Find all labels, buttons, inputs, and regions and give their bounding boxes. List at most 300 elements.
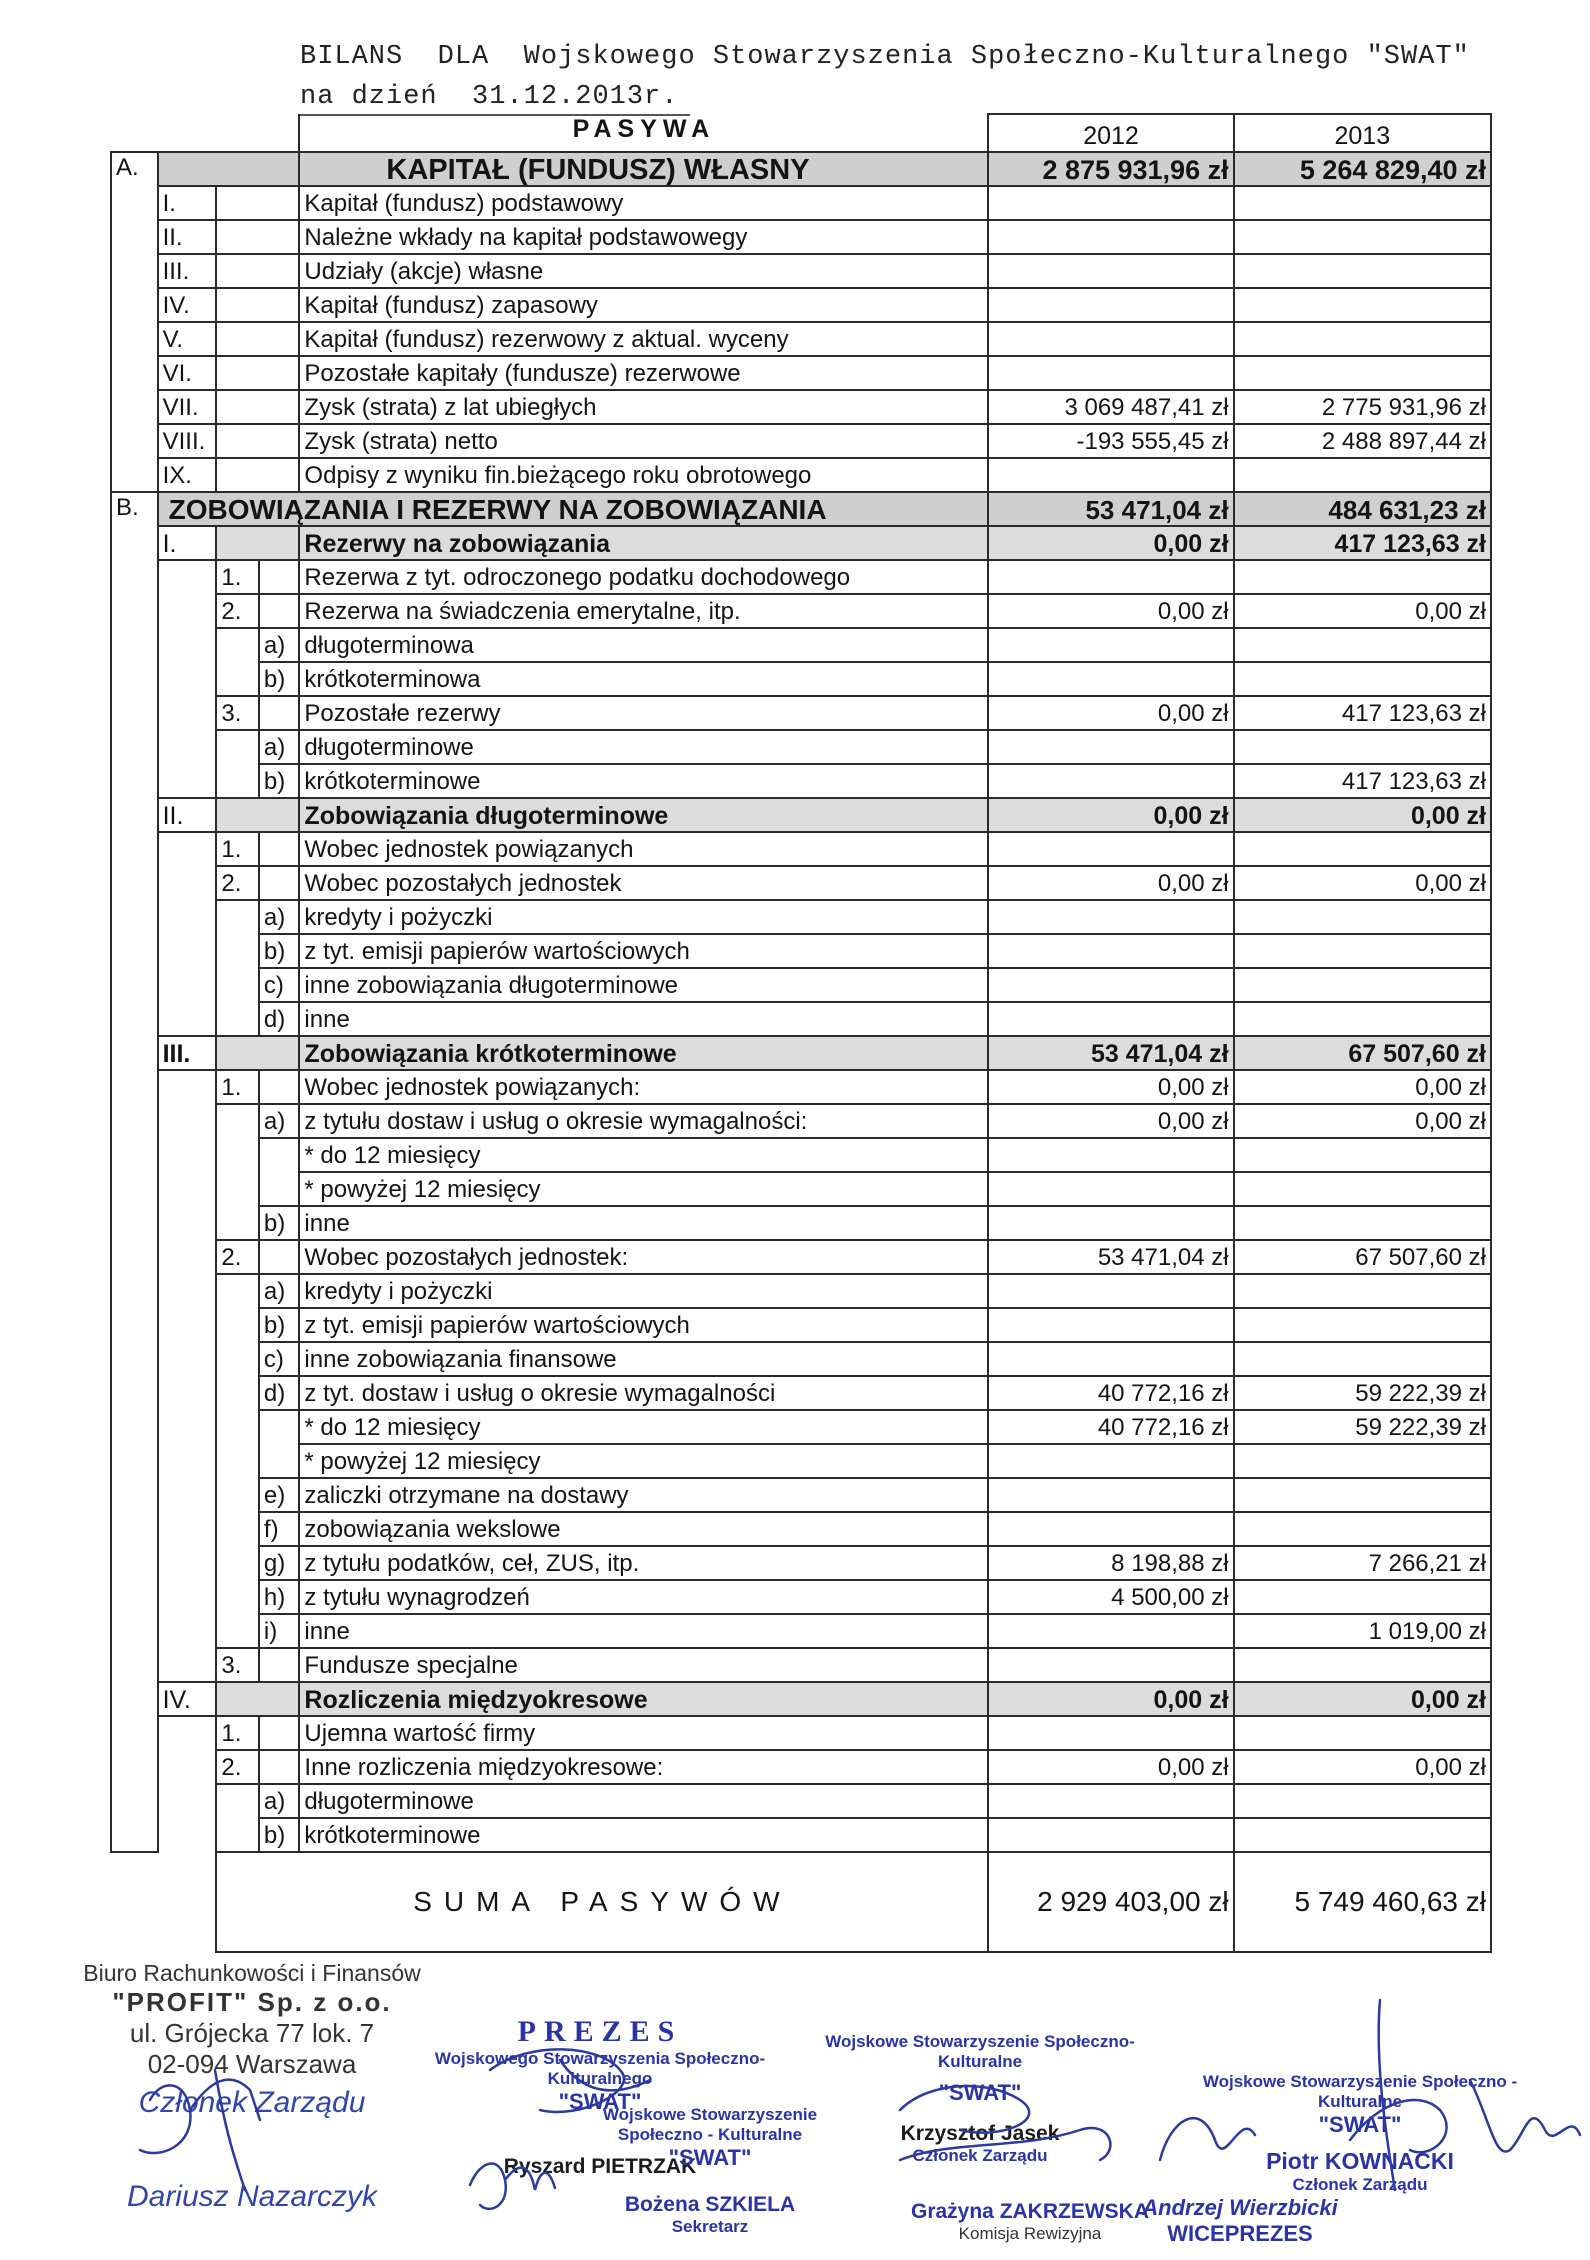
row-label: kredyty i pożyczki (299, 900, 988, 934)
row-label: Zobowiązania krótkoterminowe (299, 1036, 988, 1070)
row-letter: f) (259, 1512, 300, 1546)
value-2013: 417 123,63 zł (1234, 764, 1491, 798)
value-2012 (988, 1444, 1233, 1478)
row-number: 1. (216, 1070, 259, 1104)
table-row (111, 186, 1491, 220)
row-indent-2 (216, 1818, 259, 1852)
section-mark: B. (111, 492, 158, 1852)
czlonek-org-short: "SWAT" (938, 2080, 1022, 2105)
row-indent-3 (259, 1138, 300, 1172)
row-letter: c) (259, 968, 300, 1002)
value-2012 (988, 1512, 1233, 1546)
value-2012 (988, 458, 1233, 492)
value-2013 (1234, 1580, 1491, 1614)
row-gap (259, 1240, 300, 1274)
row-gap (216, 356, 299, 390)
row-indent-2 (216, 1138, 259, 1172)
table-row (111, 1444, 1491, 1478)
row-indent (158, 968, 217, 1002)
table-row (111, 1342, 1491, 1376)
row-label: Zobowiązania długoterminowe (299, 798, 988, 832)
row-indent (158, 1716, 217, 1750)
row-indent (158, 1512, 217, 1546)
office-city: 02-094 Warszawa (147, 2049, 357, 2079)
row-indent-2 (216, 730, 259, 764)
row-indent (158, 662, 217, 696)
value-2013 (1234, 968, 1491, 1002)
table-row (111, 900, 1491, 934)
table-row (111, 1308, 1491, 1342)
row-indent (158, 1308, 217, 1342)
value-2012: 53 471,04 zł (988, 1240, 1233, 1274)
row-indent-2 (216, 628, 259, 662)
wiceprezes-role: WICEPREZES (1167, 2221, 1313, 2246)
row-indent (158, 764, 217, 798)
row-label: Wobec pozostałych jednostek: (299, 1240, 988, 1274)
sekretarz-org: Wojskowe Stowarzyszenie Społeczno - Kulturalne (602, 2105, 818, 2144)
value-2012 (988, 220, 1233, 254)
row-letter: b) (259, 1818, 300, 1852)
row-label: Kapitał (fundusz) zapasowy (299, 288, 988, 322)
value-2013: 59 222,39 zł (1234, 1376, 1491, 1410)
table-row (111, 1070, 1491, 1104)
row-label: Ujemna wartość firmy (299, 1716, 988, 1750)
row-indent-2 (216, 1410, 259, 1444)
table-row (111, 288, 1491, 322)
row-indent-2 (216, 764, 259, 798)
row-indent-2 (216, 1002, 259, 1036)
row-label: * powyżej 12 miesięcy (299, 1444, 988, 1478)
row-label: długoterminowa (299, 628, 988, 662)
value-2012: 0,00 zł (988, 1682, 1233, 1716)
value-2012: 40 772,16 zł (988, 1376, 1233, 1410)
value-2012 (988, 968, 1233, 1002)
row-indent (158, 900, 217, 934)
row-indent-2 (216, 662, 259, 696)
value-2012 (988, 1172, 1233, 1206)
row-label: * powyżej 12 miesięcy (299, 1172, 988, 1206)
row-letter: i) (259, 1614, 300, 1648)
value-2013: 0,00 zł (1234, 1104, 1491, 1138)
row-indent-2 (216, 1104, 259, 1138)
row-label: Zysk (strata) netto (299, 424, 988, 458)
row-label: z tytułu podatków, ceł, ZUS, itp. (299, 1546, 988, 1580)
kownacki-org-short: "SWAT" (1318, 2112, 1402, 2137)
table-row (111, 254, 1491, 288)
row-indent (158, 1546, 217, 1580)
row-label: Pozostałe kapitały (fundusze) rezerwowe (299, 356, 988, 390)
value-2013 (1234, 628, 1491, 662)
value-2012 (988, 1206, 1233, 1240)
row-indent (158, 832, 217, 866)
row-gap (216, 1036, 299, 1070)
table-row (111, 560, 1491, 594)
row-indent-2 (216, 1342, 259, 1376)
total-label: SUMA PASYWÓW (216, 1852, 988, 1952)
row-label: Rezerwa z tyt. odroczonego podatku dochodowego (299, 560, 988, 594)
row-roman: IV. (158, 288, 217, 322)
row-indent-2 (216, 1580, 259, 1614)
value-2012: 0,00 zł (988, 798, 1233, 832)
kownacki-org: Wojskowe Stowarzyszenie Społeczno - Kulturalne (1202, 2072, 1518, 2111)
balance-header-date: na dzień 31.12.2013r. (300, 82, 679, 112)
row-roman: VI. (158, 356, 217, 390)
value-2012 (988, 764, 1233, 798)
value-2013 (1234, 1002, 1491, 1036)
row-indent-2 (216, 1376, 259, 1410)
table-row (111, 798, 1491, 832)
row-label: krótkoterminowe (299, 764, 988, 798)
row-letter: d) (259, 1002, 300, 1036)
row-letter: b) (259, 1206, 300, 1240)
row-indent-2 (216, 1478, 259, 1512)
table-row (111, 1546, 1491, 1580)
value-2013: 484 631,23 zł (1234, 492, 1491, 526)
table-row (111, 730, 1491, 764)
table-header-row (111, 114, 1491, 152)
row-indent-2 (216, 1784, 259, 1818)
row-letter: a) (259, 730, 300, 764)
row-label: z tyt. emisji papierów wartościowych (299, 1308, 988, 1342)
row-label: zaliczki otrzymane na dostawy (299, 1478, 988, 1512)
row-indent (158, 1376, 217, 1410)
office-company: "PROFIT" Sp. z o.o. (112, 1987, 392, 2017)
value-2013 (1234, 356, 1491, 390)
row-indent (158, 1240, 217, 1274)
table-row (111, 1138, 1491, 1172)
table-row (111, 1036, 1491, 1070)
row-gap (259, 1716, 300, 1750)
row-label: Zysk (strata) z lat ubiegłych (299, 390, 988, 424)
value-2012 (988, 1648, 1233, 1682)
value-2012: 0,00 zł (988, 1104, 1233, 1138)
table-row (111, 968, 1491, 1002)
value-2013 (1234, 1478, 1491, 1512)
value-2012 (988, 1342, 1233, 1376)
value-2013: 5 264 829,40 zł (1234, 152, 1491, 186)
office-name: Biuro Rachunkowości i Finansów (83, 1960, 421, 1986)
row-indent (158, 1478, 217, 1512)
row-indent (158, 1614, 217, 1648)
row-label: Należne wkłady na kapitał podstawowegy (299, 220, 988, 254)
row-roman: V. (158, 322, 217, 356)
row-label: inne (299, 1206, 988, 1240)
value-2013 (1234, 1512, 1491, 1546)
value-2012 (988, 900, 1233, 934)
value-2013 (1234, 730, 1491, 764)
value-2013 (1234, 1308, 1491, 1342)
row-gap (216, 220, 299, 254)
value-2013: 67 507,60 zł (1234, 1240, 1491, 1274)
row-indent (158, 1274, 217, 1308)
row-indent (158, 594, 217, 628)
table-title: PASYWA (299, 114, 988, 152)
row-indent-3 (259, 1410, 300, 1444)
row-indent (158, 1342, 217, 1376)
row-indent (158, 1750, 217, 1784)
year-2013-header: 2013 (1234, 114, 1491, 152)
kownacki-name: Piotr KOWNACKI (1266, 2148, 1454, 2174)
czlonek-org: Wojskowe Stowarzyszenie Społeczno-Kulturalne (825, 2032, 1135, 2071)
value-2012 (988, 1138, 1233, 1172)
table-row (111, 1274, 1491, 1308)
row-indent (158, 1002, 217, 1036)
row-indent-2 (216, 1308, 259, 1342)
czlonek-name: Krzysztof Jasek (900, 2122, 1060, 2145)
row-indent (158, 628, 217, 662)
value-2012: 0,00 zł (988, 1070, 1233, 1104)
value-2012: 40 772,16 zł (988, 1410, 1233, 1444)
row-label: Inne rozliczenia międzyokresowe: (299, 1750, 988, 1784)
signature-wierzbicki (1160, 2118, 1255, 2160)
row-gap (216, 458, 299, 492)
value-2013: 7 266,21 zł (1234, 1546, 1491, 1580)
row-gap (216, 288, 299, 322)
value-2013 (1234, 1648, 1491, 1682)
row-indent (158, 730, 217, 764)
value-2013 (1234, 1138, 1491, 1172)
row-label: Pozostałe rezerwy (299, 696, 988, 730)
row-letter: a) (259, 628, 300, 662)
value-2013 (1234, 322, 1491, 356)
row-indent-3 (259, 1444, 300, 1478)
row-indent (158, 1172, 217, 1206)
sekretarz-name: Bożena SZKIELA (624, 2193, 796, 2216)
row-indent-2 (216, 1512, 259, 1546)
row-gap (259, 696, 300, 730)
row-letter: c) (259, 1342, 300, 1376)
table-row (111, 492, 1491, 526)
value-2012 (988, 832, 1233, 866)
row-gap (216, 526, 299, 560)
row-roman: I. (158, 186, 217, 220)
row-label: krótkoterminowe (299, 1818, 988, 1852)
row-number: 2. (216, 866, 259, 900)
row-roman: II. (158, 798, 217, 832)
row-label: z tyt. dostaw i usług o okresie wymagalności (299, 1376, 988, 1410)
czlonek-role: Członek Zarządu (912, 2146, 1048, 2165)
row-gap (259, 832, 300, 866)
row-indent (158, 1580, 217, 1614)
row-letter: b) (259, 764, 300, 798)
kownacki-role: Członek Zarządu (1292, 2175, 1428, 2194)
signature-jasek (900, 2086, 1110, 2160)
row-roman: VIII. (158, 424, 217, 458)
komisja-role: Komisja Rewizyjna (958, 2224, 1102, 2243)
value-2013 (1234, 254, 1491, 288)
row-number: 1. (216, 1716, 259, 1750)
sekretarz-role: Sekretarz (671, 2217, 749, 2236)
value-2013 (1234, 934, 1491, 968)
signature-kownacki (1350, 2000, 1447, 2190)
value-2013 (1234, 900, 1491, 934)
value-2013 (1234, 1784, 1491, 1818)
row-roman: III. (158, 254, 217, 288)
value-2013 (1234, 1342, 1491, 1376)
row-label: Wobec jednostek powiązanych: (299, 1070, 988, 1104)
table-row (111, 1002, 1491, 1036)
row-gap (216, 254, 299, 288)
row-indent-2 (216, 1444, 259, 1478)
row-label: Wobec jednostek powiązanych (299, 832, 988, 866)
value-2013: 2 775 931,96 zł (1234, 390, 1491, 424)
row-letter: a) (259, 900, 300, 934)
table-row (111, 1512, 1491, 1546)
row-gap (216, 322, 299, 356)
row-indent (158, 1138, 217, 1172)
table-row (111, 1682, 1491, 1716)
value-2012 (988, 628, 1233, 662)
row-indent (158, 1648, 217, 1682)
row-label: Kapitał (fundusz) rezerwowy z aktual. wyceny (299, 322, 988, 356)
row-indent-2 (216, 1206, 259, 1240)
row-indent (158, 1206, 217, 1240)
value-2012: 8 198,88 zł (988, 1546, 1233, 1580)
wiceprezes-name: Andrzej Wierzbicki (1142, 2195, 1338, 2220)
value-2013 (1234, 1716, 1491, 1750)
section-mark: A. (111, 152, 158, 492)
section-title: ZOBOWIĄZANIA I REZERWY NA ZOBOWIĄZANIA (158, 492, 989, 526)
office-signer-name: Dariusz Nazarczyk (126, 2180, 378, 2213)
office-role: Członek Zarządu (138, 2086, 366, 2119)
table-row (111, 322, 1491, 356)
value-2012: 53 471,04 zł (988, 492, 1233, 526)
table-row (111, 458, 1491, 492)
table-row (111, 1648, 1491, 1682)
row-gap (259, 560, 300, 594)
section-gap (158, 152, 300, 186)
table-row (111, 1818, 1491, 1852)
value-2012 (988, 1818, 1233, 1852)
row-label: * do 12 miesięcy (299, 1138, 988, 1172)
row-indent-2 (216, 1274, 259, 1308)
value-2013 (1234, 832, 1491, 866)
row-gap (259, 1070, 300, 1104)
row-letter: b) (259, 934, 300, 968)
value-2012 (988, 730, 1233, 764)
signature-area (0, 1960, 1590, 2260)
row-gap (259, 1750, 300, 1784)
row-label: inne (299, 1002, 988, 1036)
row-roman: IV. (158, 1682, 217, 1716)
row-label: Kapitał (fundusz) podstawowy (299, 186, 988, 220)
row-indent (158, 560, 217, 594)
year-2012-header: 2012 (988, 114, 1233, 152)
value-2012 (988, 1478, 1233, 1512)
value-2012: 4 500,00 zł (988, 1580, 1233, 1614)
table-row (111, 696, 1491, 730)
table-row (111, 866, 1491, 900)
value-2013 (1234, 220, 1491, 254)
row-letter: a) (259, 1104, 300, 1138)
table-row (111, 220, 1491, 254)
row-indent (158, 1410, 217, 1444)
value-2013: 0,00 zł (1234, 866, 1491, 900)
row-indent (158, 1444, 217, 1478)
row-label: * do 12 miesięcy (299, 1410, 988, 1444)
row-gap (216, 186, 299, 220)
value-2013: 0,00 zł (1234, 594, 1491, 628)
table-row (111, 1716, 1491, 1750)
value-2013 (1234, 560, 1491, 594)
row-indent-2 (216, 934, 259, 968)
prezes-org-short: "SWAT" (558, 2089, 642, 2114)
table-row (111, 390, 1491, 424)
row-gap (259, 1648, 300, 1682)
table-row (111, 1784, 1491, 1818)
value-2012: 0,00 zł (988, 526, 1233, 560)
value-2013: 0,00 zł (1234, 798, 1491, 832)
value-2012: 3 069 487,41 zł (988, 390, 1233, 424)
value-2013 (1234, 1274, 1491, 1308)
value-2012 (988, 254, 1233, 288)
signature-szkiela (470, 2164, 555, 2209)
row-letter: b) (259, 662, 300, 696)
value-2012: 2 875 931,96 zł (988, 152, 1233, 186)
value-2012 (988, 186, 1233, 220)
total-gap (111, 1852, 216, 1952)
row-label: Rezerwy na zobowiązania (299, 526, 988, 560)
value-2012 (988, 322, 1233, 356)
row-indent (158, 1070, 217, 1104)
row-roman: IX. (158, 458, 217, 492)
signature-nazarczyk (140, 2070, 260, 2190)
row-indent (158, 1784, 217, 1818)
signature-prezes (490, 2049, 650, 2112)
row-indent (158, 934, 217, 968)
table-row (111, 356, 1491, 390)
value-2013: 417 123,63 zł (1234, 696, 1491, 730)
row-indent (158, 866, 217, 900)
value-2012: 0,00 zł (988, 594, 1233, 628)
row-letter: g) (259, 1546, 300, 1580)
row-gap (216, 424, 299, 458)
value-2013: 1 019,00 zł (1234, 1614, 1491, 1648)
signature-right-edge (1470, 2080, 1580, 2152)
value-2012 (988, 1614, 1233, 1648)
table-row (111, 1240, 1491, 1274)
row-label: z tyt. emisji papierów wartościowych (299, 934, 988, 968)
value-2013 (1234, 1172, 1491, 1206)
row-indent-2 (216, 1614, 259, 1648)
table-row (111, 1614, 1491, 1648)
value-2012 (988, 1716, 1233, 1750)
value-2013 (1234, 1818, 1491, 1852)
prezes-org: Wojskowego Stowarzyszenia Społeczno-Kulturalnego (434, 2049, 766, 2088)
table-row (111, 1376, 1491, 1410)
row-roman: II. (158, 220, 217, 254)
row-indent (158, 1104, 217, 1138)
value-2012 (988, 356, 1233, 390)
row-gap (259, 866, 300, 900)
value-2013: 59 222,39 zł (1234, 1410, 1491, 1444)
table-row (111, 1478, 1491, 1512)
row-indent (158, 696, 217, 730)
row-letter: e) (259, 1478, 300, 1512)
table-row (111, 1580, 1491, 1614)
row-number: 3. (216, 1648, 259, 1682)
table-row (111, 1206, 1491, 1240)
value-2012 (988, 560, 1233, 594)
prezes-title: PREZES (517, 2015, 683, 2048)
sekretarz-org-short: "SWAT" (668, 2145, 752, 2170)
value-2012: 0,00 zł (988, 1750, 1233, 1784)
row-label: kredyty i pożyczki (299, 1274, 988, 1308)
row-number: 2. (216, 1750, 259, 1784)
table-row (111, 1172, 1491, 1206)
value-2013 (1234, 458, 1491, 492)
value-2012 (988, 1308, 1233, 1342)
